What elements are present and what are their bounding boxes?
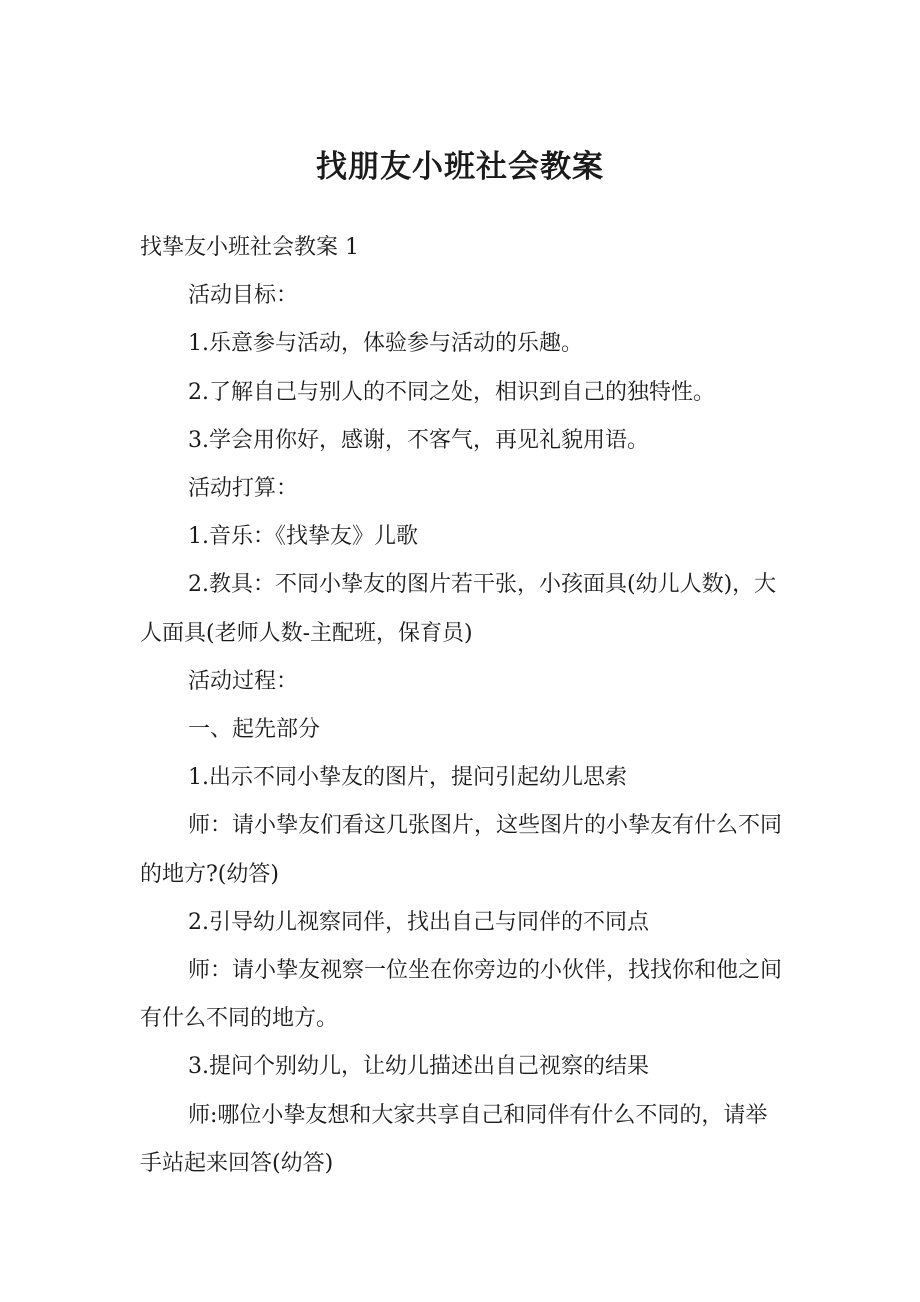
document-body	[140, 224, 788, 1188]
paragraph: 一、起先部分	[188, 717, 321, 743]
paragraph: 活动打算：	[188, 476, 299, 502]
paragraph: 活动目标：	[188, 283, 299, 309]
paragraph: 1.出示不同小挚友的图片，提问引起幼儿思索	[188, 765, 627, 791]
paragraph: 1.音乐：《找挚友》儿歌	[188, 524, 418, 550]
paragraph: 2.引导幼儿视察同伴，找出自己与同伴的不同点	[188, 909, 649, 935]
paragraph: 师:哪位小挚友想和大家共享自己和同伴有什么不同的，请举手站起来回答(幼答)	[140, 1102, 768, 1176]
paragraph: 3.学会用你好，感谢，不客气，再见礼貌用语。	[188, 427, 649, 453]
paragraph: 2.了解自己与别人的不同之处，相识到自己的独特性。	[188, 379, 715, 405]
paragraph: 2.教具：不同小挚友的图片若干张，小孩面具(幼儿人数)，大人面具(老师人数-主配班，保育员)	[140, 572, 777, 646]
document-title: 找朋友小班社会教案	[316, 149, 604, 185]
paragraph: 活动过程：	[188, 668, 299, 694]
paragraph: 师：请小挚友们看这几张图片，这些图片的小挚友有什么不同的地方?(幼答)	[140, 813, 783, 887]
paragraph: 1.乐意参与活动，体验参与活动的乐趣。	[188, 331, 583, 357]
paragraph: 师：请小挚友视察一位坐在你旁边的小伙伴，找找你和他之间有什么不同的地方。	[140, 958, 783, 1032]
paragraph: 3.提问个别幼儿，让幼儿描述出自己视察的结果	[188, 1054, 649, 1080]
section-heading: 找挚友小班社会教案 1	[140, 235, 359, 260]
